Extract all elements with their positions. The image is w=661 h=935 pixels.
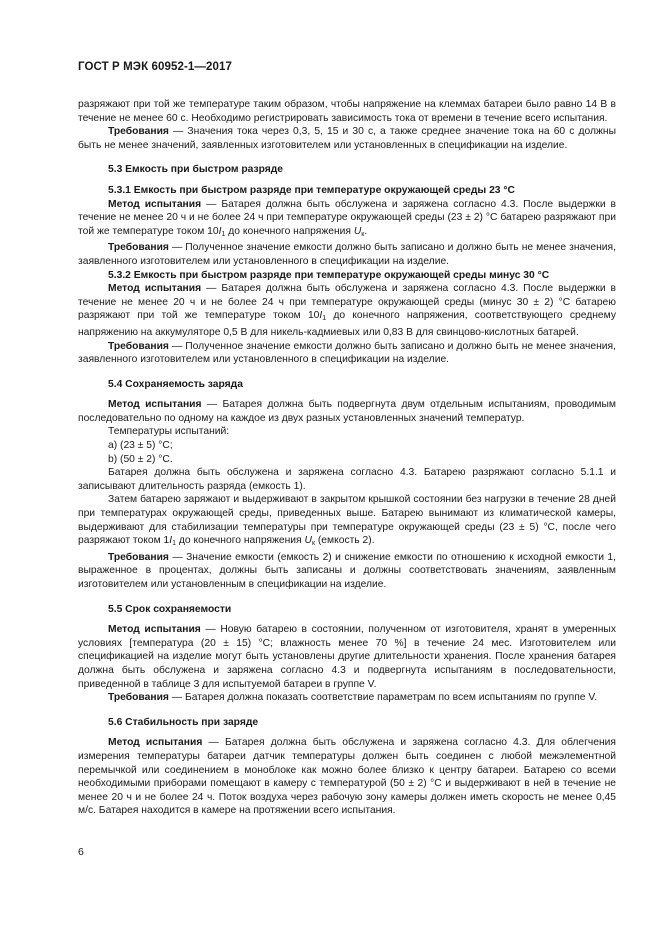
document-body xyxy=(78,98,616,818)
paragraph xyxy=(78,493,616,550)
bold-text: 5.4 Сохраняемость заряда xyxy=(108,378,243,390)
text-run: Затем батарею заряжают и выдерживают в закрытом крышкой состоянии без нагрузки в течение 28 дней при температурах окружающей среды, приведенных выше. Батарею вынимают из климатической камеры, выдерживают для стабилизации температуры при температуре окружающей среды (23 ± 5) °С, после чего разряжают током 1 xyxy=(78,494,616,547)
bold-text: Требования xyxy=(108,242,169,254)
section-heading xyxy=(78,716,616,730)
subscript-text: 1 xyxy=(172,540,177,548)
text-run: — Батарея должна показать соответствие параметрам по всем испытаниям по группе V. xyxy=(168,692,598,704)
text-run: (емкость 2). xyxy=(315,535,375,547)
paragraph xyxy=(78,125,616,152)
paragraph xyxy=(78,269,616,283)
text-run: I xyxy=(169,535,173,547)
text-run: b) (50 ± 2) °С. xyxy=(108,453,173,465)
paragraph xyxy=(78,340,616,367)
text-run: — Значения тока через 0,3, 5, 15 и 30 с, а также среднее значение тока на 60 с должны быть не менее значений, заявленных изготовителем или установленных в спецификации на изделие. xyxy=(78,126,616,151)
bold-text: Требования xyxy=(108,692,169,704)
paragraph xyxy=(78,453,616,467)
page-number: 6 xyxy=(78,846,84,858)
bold-text: Метод испытания xyxy=(108,198,202,210)
text-run: — Батарея должна быть обслужена и заряжена согласно 4.3. Для облегчения измерения температуры батареи датчик температуры должен быть соединен с любой межэлементной перемычкой или соединением в моноблоке как можно более близко к центру батареи. Батарею со всеми необходимыми приборами помещают в камеру с температурой (50 ± 2) °С и выдерживают в ней в течение не менее 20 ч и не более 24 ч. Поток воздуха через рабочую зону камеры должен иметь скорость не менее 0,45 м/с. Батарея находится в камере на протяжении всего испытания. xyxy=(78,737,616,817)
text-run: Батарея должна быть обслужена и заряжена согласно 4.3. Батарею разряжают согласно 5.1.1 и записывают длительность разряда (емкость 1). xyxy=(78,467,616,492)
text-run: до конечного напряжения, соответствующего среднему напряжению на аккумуляторе 0,5 В для никель-кадмиевых или 0,83 В для свинцово-кислотных батарей. xyxy=(78,310,616,338)
paragraph xyxy=(78,551,616,592)
bold-text: Метод испытания xyxy=(108,399,202,411)
paragraph xyxy=(78,241,616,268)
text-run: a) (23 ± 5) °С; xyxy=(108,440,173,452)
bold-text: Метод испытания xyxy=(108,283,202,295)
text-run: I xyxy=(218,225,222,237)
paragraph xyxy=(78,282,616,339)
section-heading xyxy=(78,603,616,617)
paragraph xyxy=(78,623,616,691)
text-run: — Значение емкости (емкость 2) и снижение емкости по отношению к исходной емкости 1, выраженное в процентах, должны быть записаны и должны соответствовать значениям, заявленным изготовителем или установленным в спецификации на изделие. xyxy=(78,551,616,590)
paragraph xyxy=(78,198,616,242)
paragraph xyxy=(78,691,616,705)
text-run: — Батарея должна быть обслужена и заряжена согласно 4.3. После выдержки в течение не менее 20 ч и не более 24 ч при температуре окружающей среды (минус 30 ± 2) °С батарею разряжают при той же температуре током 10 xyxy=(78,283,616,322)
bold-text: Требования xyxy=(108,126,169,138)
paragraph xyxy=(78,98,616,125)
paragraph xyxy=(78,184,616,198)
text-run: U xyxy=(353,225,362,237)
paragraph xyxy=(78,398,616,425)
text-run: до конечного напряжения xyxy=(176,535,305,547)
subscript-text: к xyxy=(311,540,315,548)
bold-text: Метод испытания xyxy=(108,737,203,749)
paragraph xyxy=(78,439,616,453)
bold-text: 5.3.2 Емкость при быстром разряде при температуре окружающей среды минус 30 °С xyxy=(108,269,550,281)
bold-text: 5.3 Емкость при быстром разряде xyxy=(108,164,284,176)
text-run: до конечного напряжения xyxy=(225,225,354,237)
bold-text: Требования xyxy=(108,340,169,352)
text-run: — Полученное значение емкости должно быть записано и должно быть не менее значения, заявленного изготовителем или установленного в спецификации на изделие. xyxy=(78,340,616,366)
text-run: Температуры испытаний: xyxy=(108,426,230,438)
bold-text: 5.5 Срок сохраняемости xyxy=(108,603,232,615)
text-run: I xyxy=(319,310,323,322)
subscript-text: 1 xyxy=(221,230,226,238)
text-run: разряжают при той же температуре таким образом, чтобы напряжение на клеммах батареи было равно 14 В в течение не менее 60 с. Необходимо регистрировать зависимость тока от времени в течение всего испытания. xyxy=(78,99,616,124)
text-run: U xyxy=(304,535,312,547)
bold-text: 5.6 Стабильность при заряде xyxy=(108,716,259,728)
bold-text: 5.3.1 Емкость при быстром разряде при температуре окружающей среды 23 °С xyxy=(108,184,515,196)
document-header: ГОСТ Р МЭК 60952-1—2017 xyxy=(78,61,232,73)
subscript-text: к xyxy=(361,230,365,238)
text-run: — Батарея должна быть подвергнута двум отдельным испытаниям, проводимым последовательно по одному на каждое из двух разных установленных значений температур. xyxy=(78,399,616,424)
paragraph xyxy=(78,736,616,818)
bold-text: Метод испытания xyxy=(108,624,201,636)
paragraph xyxy=(78,425,616,439)
subscript-text: 1 xyxy=(322,315,327,323)
text-run: — Полученное значение емкости должно быть записано и должно быть не менее значения, заявленного изготовителем или установленного в спецификации на изделие. xyxy=(78,242,616,267)
text-run: — Батарея должна быть обслужена и заряжена согласно 4.3. После выдержки в течение не менее 20 ч и не более 24 ч при температуре окружающей среды (23 ± 2) °С батарею разряжают при той же температуре током 10 xyxy=(78,198,616,237)
section-heading xyxy=(78,163,616,177)
section-heading xyxy=(78,378,616,392)
text-run: . xyxy=(364,225,368,237)
bold-text: Требования xyxy=(108,551,169,563)
paragraph xyxy=(78,466,616,493)
text-run: — Новую батарею в состоянии, полученном от изготовителя, хранят в умеренных условиях [температура (20 ± 15) °С; влажность менее 70 %] в течение 24 мес. Изготовителем или спецификацией на изделие могут быть установлены другие длительности хранения. После хранения батарея должна быть обслужена и заряжена согласно 4.3 и подвергнута испытаниям в последовательности, приведенной в таблице 3 для испытуемой батареи в группе V. xyxy=(78,624,616,690)
